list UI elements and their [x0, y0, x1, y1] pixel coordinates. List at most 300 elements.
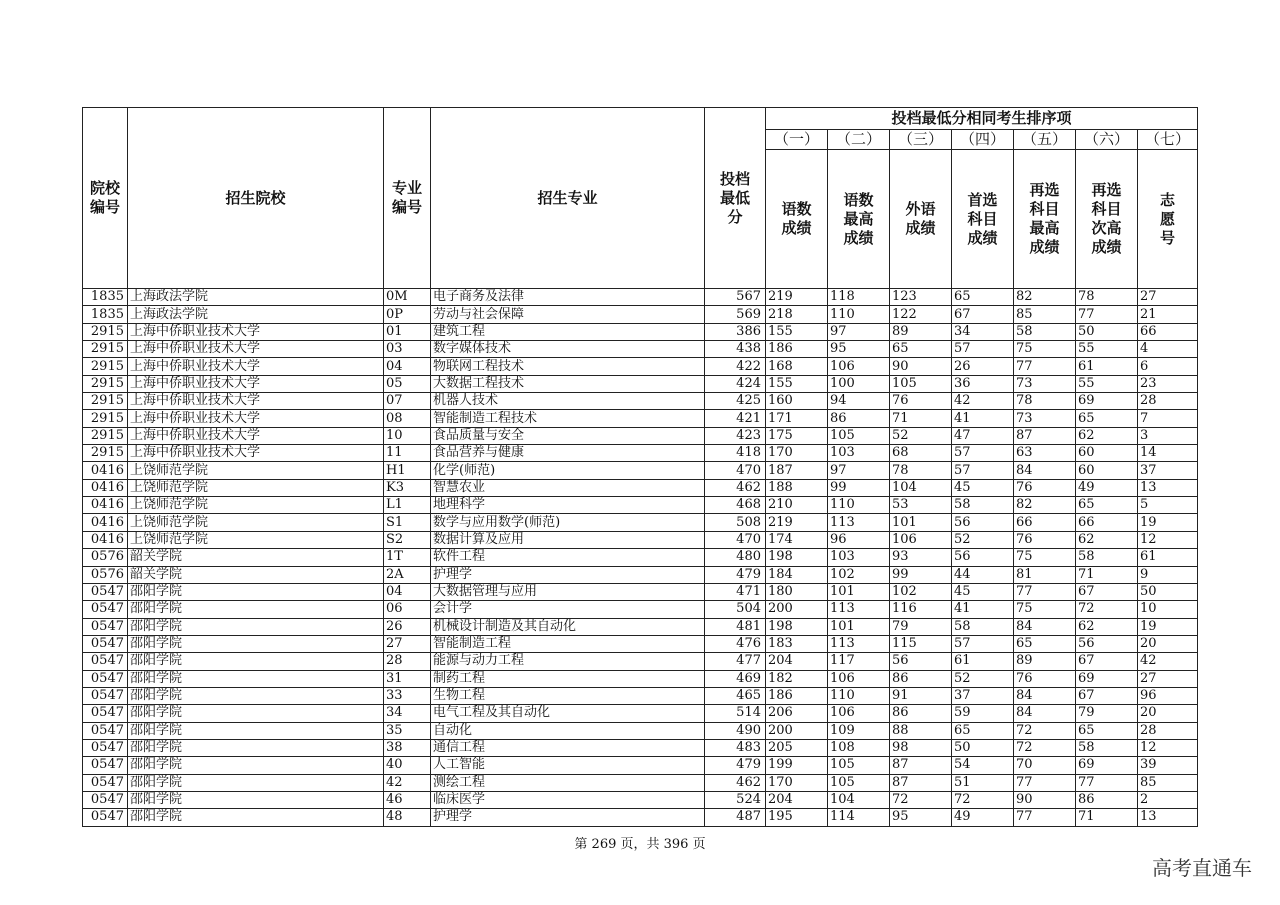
rank-3-cell: 102 [890, 583, 952, 600]
school-name-cell: 上海中侨职业技术大学 [128, 341, 384, 358]
rank-6-cell: 69 [1076, 393, 1138, 410]
major-code-cell: 40 [384, 757, 431, 774]
school-code-cell: 0547 [83, 809, 128, 826]
major-name-cell: 临床医学 [431, 791, 705, 808]
rank-7-cell: 19 [1138, 618, 1198, 635]
rank-1-cell: 170 [766, 774, 828, 791]
table-row [83, 375, 1198, 392]
school-code-cell: 0547 [83, 722, 128, 739]
major-name-cell: 软件工程 [431, 549, 705, 566]
rank-3-cell: 68 [890, 445, 952, 462]
min-score-cell: 421 [705, 410, 766, 427]
school-name-cell: 上海政法学院 [128, 289, 384, 306]
rank-2-cell: 110 [828, 306, 890, 323]
rank-1-cell: 186 [766, 341, 828, 358]
rank-6-cell: 77 [1076, 774, 1138, 791]
rank-3-cell: 86 [890, 705, 952, 722]
rank-4-cell: 56 [952, 514, 1014, 531]
school-code-cell: 0547 [83, 774, 128, 791]
school-code-cell: 0547 [83, 739, 128, 756]
rank-6-cell: 62 [1076, 618, 1138, 635]
rank-3-cell: 101 [890, 514, 952, 531]
rank-2-cell: 96 [828, 531, 890, 548]
rank-4-cell: 72 [952, 791, 1014, 808]
school-name-cell: 上海中侨职业技术大学 [128, 375, 384, 392]
rank-6-cell: 69 [1076, 670, 1138, 687]
header-rank-label [828, 150, 890, 289]
rank-7-cell: 5 [1138, 497, 1198, 514]
rank-1-cell: 160 [766, 393, 828, 410]
header-rank-no: （二） [828, 130, 890, 150]
rank-4-cell: 36 [952, 375, 1014, 392]
min-score-cell: 469 [705, 670, 766, 687]
rank-4-cell: 45 [952, 583, 1014, 600]
major-name-cell: 通信工程 [431, 739, 705, 756]
rank-1-cell: 182 [766, 670, 828, 687]
major-name-cell: 护理学 [431, 566, 705, 583]
rank-3-cell: 122 [890, 306, 952, 323]
rank-5-cell: 84 [1014, 462, 1076, 479]
school-name-cell: 邵阳学院 [128, 670, 384, 687]
header-rank-no: （五） [1014, 130, 1076, 150]
school-name-cell: 邵阳学院 [128, 739, 384, 756]
rank-4-cell: 52 [952, 670, 1014, 687]
table-row [83, 445, 1198, 462]
rank-7-cell: 21 [1138, 306, 1198, 323]
rank-4-cell: 52 [952, 531, 1014, 548]
school-name-cell: 邵阳学院 [128, 601, 384, 618]
rank-6-cell: 78 [1076, 289, 1138, 306]
school-code-cell: 2915 [83, 358, 128, 375]
school-name-cell: 邵阳学院 [128, 809, 384, 826]
major-code-cell: 10 [384, 427, 431, 444]
major-code-cell: 08 [384, 410, 431, 427]
min-score-cell: 462 [705, 774, 766, 791]
rank-5-cell: 72 [1014, 739, 1076, 756]
rank-3-cell: 71 [890, 410, 952, 427]
rank-4-cell: 61 [952, 653, 1014, 670]
table-row [83, 497, 1198, 514]
school-name-cell: 上海中侨职业技术大学 [128, 410, 384, 427]
rank-6-cell: 71 [1076, 809, 1138, 826]
major-code-cell: S2 [384, 531, 431, 548]
rank-7-cell: 13 [1138, 479, 1198, 496]
major-name-cell: 护理学 [431, 809, 705, 826]
major-code-cell: 26 [384, 618, 431, 635]
school-name-cell: 上海中侨职业技术大学 [128, 323, 384, 340]
rank-7-cell: 28 [1138, 393, 1198, 410]
header-rank-label-text: 再选科目次高成绩 [1091, 181, 1122, 256]
header-school-code: 院校编号 [83, 108, 128, 289]
rank-6-cell: 61 [1076, 358, 1138, 375]
table-row [83, 306, 1198, 323]
rank-1-cell: 168 [766, 358, 828, 375]
min-score-cell: 504 [705, 601, 766, 618]
rank-6-cell: 67 [1076, 583, 1138, 600]
school-code-cell: 0416 [83, 514, 128, 531]
rank-2-cell: 105 [828, 427, 890, 444]
rank-4-cell: 44 [952, 566, 1014, 583]
school-code-cell: 2915 [83, 410, 128, 427]
rank-7-cell: 50 [1138, 583, 1198, 600]
school-code-cell: 0547 [83, 687, 128, 704]
header-rank-no: （三） [890, 130, 952, 150]
rank-2-cell: 101 [828, 583, 890, 600]
school-code-cell: 0416 [83, 462, 128, 479]
min-score-cell: 508 [705, 514, 766, 531]
rank-7-cell: 3 [1138, 427, 1198, 444]
rank-2-cell: 97 [828, 323, 890, 340]
rank-3-cell: 98 [890, 739, 952, 756]
rank-5-cell: 84 [1014, 705, 1076, 722]
rank-6-cell: 66 [1076, 514, 1138, 531]
rank-6-cell: 56 [1076, 635, 1138, 652]
min-score-cell: 483 [705, 739, 766, 756]
table-row [83, 462, 1198, 479]
major-name-cell: 物联网工程技术 [431, 358, 705, 375]
school-name-cell: 韶关学院 [128, 549, 384, 566]
rank-7-cell: 28 [1138, 722, 1198, 739]
table-row [83, 739, 1198, 756]
rank-1-cell: 186 [766, 687, 828, 704]
rank-2-cell: 105 [828, 757, 890, 774]
major-code-cell: 01 [384, 323, 431, 340]
school-name-cell: 邵阳学院 [128, 791, 384, 808]
school-code-cell: 1835 [83, 306, 128, 323]
header-rank-label-text: 再选科目最高成绩 [1029, 181, 1060, 256]
school-name-cell: 上饶师范学院 [128, 497, 384, 514]
major-name-cell: 大数据管理与应用 [431, 583, 705, 600]
rank-7-cell: 85 [1138, 774, 1198, 791]
school-name-cell: 上饶师范学院 [128, 462, 384, 479]
rank-3-cell: 78 [890, 462, 952, 479]
major-code-cell: 11 [384, 445, 431, 462]
rank-1-cell: 155 [766, 323, 828, 340]
header-rank-label [1138, 150, 1198, 289]
table-row [83, 514, 1198, 531]
rank-1-cell: 199 [766, 757, 828, 774]
table-row [83, 791, 1198, 808]
rank-4-cell: 49 [952, 809, 1014, 826]
rank-5-cell: 70 [1014, 757, 1076, 774]
rank-1-cell: 155 [766, 375, 828, 392]
admission-score-table [82, 107, 1198, 827]
major-code-cell: 31 [384, 670, 431, 687]
major-name-cell: 劳动与社会保障 [431, 306, 705, 323]
rank-1-cell: 171 [766, 410, 828, 427]
header-major-name: 招生专业 [431, 108, 705, 289]
rank-4-cell: 58 [952, 618, 1014, 635]
table-row [83, 774, 1198, 791]
major-name-cell: 制药工程 [431, 670, 705, 687]
min-score-cell: 490 [705, 722, 766, 739]
rank-7-cell: 61 [1138, 549, 1198, 566]
rank-2-cell: 113 [828, 635, 890, 652]
major-code-cell: 04 [384, 358, 431, 375]
rank-2-cell: 99 [828, 479, 890, 496]
major-code-cell: 03 [384, 341, 431, 358]
rank-5-cell: 63 [1014, 445, 1076, 462]
table-row [83, 566, 1198, 583]
rank-1-cell: 175 [766, 427, 828, 444]
major-code-cell: 07 [384, 393, 431, 410]
major-name-cell: 机械设计制造及其自动化 [431, 618, 705, 635]
rank-5-cell: 72 [1014, 722, 1076, 739]
rank-5-cell: 84 [1014, 687, 1076, 704]
rank-4-cell: 51 [952, 774, 1014, 791]
school-name-cell: 邵阳学院 [128, 687, 384, 704]
header-rank-no: （六） [1076, 130, 1138, 150]
table-row [83, 705, 1198, 722]
school-name-cell: 邵阳学院 [128, 635, 384, 652]
major-code-cell: H1 [384, 462, 431, 479]
school-code-cell: 0547 [83, 618, 128, 635]
rank-6-cell: 86 [1076, 791, 1138, 808]
rank-7-cell: 12 [1138, 531, 1198, 548]
school-code-cell: 2915 [83, 375, 128, 392]
school-code-cell: 2915 [83, 445, 128, 462]
rank-3-cell: 115 [890, 635, 952, 652]
table-row [83, 722, 1198, 739]
rank-7-cell: 13 [1138, 809, 1198, 826]
rank-4-cell: 41 [952, 410, 1014, 427]
school-name-cell: 邵阳学院 [128, 618, 384, 635]
header-rank-label-text: 首选科目成绩 [967, 190, 998, 247]
rank-7-cell: 23 [1138, 375, 1198, 392]
rank-5-cell: 65 [1014, 635, 1076, 652]
rank-4-cell: 65 [952, 722, 1014, 739]
rank-4-cell: 26 [952, 358, 1014, 375]
rank-2-cell: 100 [828, 375, 890, 392]
min-score-cell: 423 [705, 427, 766, 444]
rank-5-cell: 81 [1014, 566, 1076, 583]
rank-4-cell: 34 [952, 323, 1014, 340]
min-score-cell: 465 [705, 687, 766, 704]
table-row [83, 618, 1198, 635]
rank-2-cell: 117 [828, 653, 890, 670]
rank-3-cell: 116 [890, 601, 952, 618]
rank-3-cell: 79 [890, 618, 952, 635]
school-code-cell: 2915 [83, 393, 128, 410]
header-rank-label-text: 语数最高成绩 [843, 190, 874, 247]
major-name-cell: 化学(师范) [431, 462, 705, 479]
rank-2-cell: 105 [828, 774, 890, 791]
school-name-cell: 上海中侨职业技术大学 [128, 427, 384, 444]
rank-6-cell: 69 [1076, 757, 1138, 774]
rank-2-cell: 114 [828, 809, 890, 826]
header-rank-label [890, 150, 952, 289]
rank-7-cell: 96 [1138, 687, 1198, 704]
major-code-cell: 46 [384, 791, 431, 808]
table-row [83, 427, 1198, 444]
major-name-cell: 数字媒体技术 [431, 341, 705, 358]
rank-1-cell: 187 [766, 462, 828, 479]
min-score-cell: 477 [705, 653, 766, 670]
min-score-cell: 487 [705, 809, 766, 826]
school-name-cell: 邵阳学院 [128, 583, 384, 600]
rank-7-cell: 39 [1138, 757, 1198, 774]
rank-6-cell: 71 [1076, 566, 1138, 583]
page-number: 第 269 页，共 396 页 [574, 837, 706, 852]
major-code-cell: 38 [384, 739, 431, 756]
school-name-cell: 邵阳学院 [128, 774, 384, 791]
rank-3-cell: 65 [890, 341, 952, 358]
rank-5-cell: 87 [1014, 427, 1076, 444]
rank-3-cell: 106 [890, 531, 952, 548]
rank-1-cell: 170 [766, 445, 828, 462]
rank-5-cell: 77 [1014, 774, 1076, 791]
rank-4-cell: 67 [952, 306, 1014, 323]
rank-2-cell: 86 [828, 410, 890, 427]
major-code-cell: 06 [384, 601, 431, 618]
rank-1-cell: 204 [766, 791, 828, 808]
major-name-cell: 数据计算及应用 [431, 531, 705, 548]
rank-4-cell: 57 [952, 462, 1014, 479]
major-name-cell: 生物工程 [431, 687, 705, 704]
table-row [83, 289, 1198, 306]
school-code-cell: 0547 [83, 670, 128, 687]
rank-4-cell: 45 [952, 479, 1014, 496]
rank-6-cell: 67 [1076, 653, 1138, 670]
rank-7-cell: 42 [1138, 653, 1198, 670]
major-code-cell: K3 [384, 479, 431, 496]
major-name-cell: 电气工程及其自动化 [431, 705, 705, 722]
min-score-cell: 524 [705, 791, 766, 808]
rank-5-cell: 73 [1014, 375, 1076, 392]
rank-4-cell: 56 [952, 549, 1014, 566]
header-ranking-group: 投档最低分相同考生排序项 [766, 108, 1198, 130]
major-code-cell: 28 [384, 653, 431, 670]
table-row [83, 635, 1198, 652]
rank-5-cell: 84 [1014, 618, 1076, 635]
rank-2-cell: 94 [828, 393, 890, 410]
school-name-cell: 上饶师范学院 [128, 479, 384, 496]
header-rank-no: （四） [952, 130, 1014, 150]
rank-4-cell: 57 [952, 635, 1014, 652]
rank-4-cell: 65 [952, 289, 1014, 306]
rank-2-cell: 101 [828, 618, 890, 635]
table-row [83, 323, 1198, 340]
rank-3-cell: 90 [890, 358, 952, 375]
rank-6-cell: 49 [1076, 479, 1138, 496]
table-row [83, 757, 1198, 774]
rank-2-cell: 97 [828, 462, 890, 479]
major-name-cell: 能源与动力工程 [431, 653, 705, 670]
rank-6-cell: 72 [1076, 601, 1138, 618]
rank-1-cell: 200 [766, 722, 828, 739]
header-rank-label-text: 志愿号 [1160, 190, 1176, 247]
rank-4-cell: 42 [952, 393, 1014, 410]
major-code-cell: L1 [384, 497, 431, 514]
table-row [83, 358, 1198, 375]
major-code-cell: 2A [384, 566, 431, 583]
rank-2-cell: 110 [828, 497, 890, 514]
major-name-cell: 建筑工程 [431, 323, 705, 340]
header-min-score: 投档最低分 [705, 108, 766, 289]
rank-5-cell: 66 [1014, 514, 1076, 531]
school-code-cell: 2915 [83, 427, 128, 444]
rank-3-cell: 105 [890, 375, 952, 392]
rank-3-cell: 52 [890, 427, 952, 444]
header-major-code: 专业编号 [384, 108, 431, 289]
rank-1-cell: 206 [766, 705, 828, 722]
major-name-cell: 自动化 [431, 722, 705, 739]
major-name-cell: 人工智能 [431, 757, 705, 774]
rank-4-cell: 57 [952, 341, 1014, 358]
rank-1-cell: 219 [766, 289, 828, 306]
rank-5-cell: 77 [1014, 358, 1076, 375]
min-score-cell: 424 [705, 375, 766, 392]
rank-7-cell: 9 [1138, 566, 1198, 583]
school-name-cell: 上饶师范学院 [128, 514, 384, 531]
min-score-cell: 514 [705, 705, 766, 722]
rank-5-cell: 82 [1014, 497, 1076, 514]
major-name-cell: 机器人技术 [431, 393, 705, 410]
rank-7-cell: 4 [1138, 341, 1198, 358]
major-name-cell: 食品营养与健康 [431, 445, 705, 462]
rank-5-cell: 76 [1014, 531, 1076, 548]
rank-3-cell: 93 [890, 549, 952, 566]
rank-2-cell: 113 [828, 601, 890, 618]
rank-3-cell: 104 [890, 479, 952, 496]
min-score-cell: 480 [705, 549, 766, 566]
rank-1-cell: 205 [766, 739, 828, 756]
table-row [83, 410, 1198, 427]
min-score-cell: 386 [705, 323, 766, 340]
rank-1-cell: 198 [766, 549, 828, 566]
rank-3-cell: 72 [890, 791, 952, 808]
major-code-cell: 05 [384, 375, 431, 392]
rank-3-cell: 53 [890, 497, 952, 514]
school-name-cell: 邵阳学院 [128, 705, 384, 722]
rank-6-cell: 65 [1076, 497, 1138, 514]
rank-6-cell: 50 [1076, 323, 1138, 340]
rank-6-cell: 79 [1076, 705, 1138, 722]
major-code-cell: 1T [384, 549, 431, 566]
rank-1-cell: 174 [766, 531, 828, 548]
table-row [83, 531, 1198, 548]
table-row [83, 341, 1198, 358]
min-score-cell: 479 [705, 757, 766, 774]
major-code-cell: 0P [384, 306, 431, 323]
major-name-cell: 地理科学 [431, 497, 705, 514]
school-code-cell: 0547 [83, 635, 128, 652]
rank-6-cell: 58 [1076, 549, 1138, 566]
rank-5-cell: 76 [1014, 479, 1076, 496]
rank-5-cell: 85 [1014, 306, 1076, 323]
major-code-cell: 35 [384, 722, 431, 739]
major-name-cell: 数学与应用数学(师范) [431, 514, 705, 531]
rank-2-cell: 95 [828, 341, 890, 358]
school-code-cell: 0547 [83, 601, 128, 618]
rank-2-cell: 106 [828, 705, 890, 722]
table-row [83, 601, 1198, 618]
school-code-cell: 1835 [83, 289, 128, 306]
rank-5-cell: 75 [1014, 549, 1076, 566]
school-name-cell: 上饶师范学院 [128, 531, 384, 548]
min-score-cell: 471 [705, 583, 766, 600]
table-row [83, 583, 1198, 600]
school-code-cell: 0547 [83, 705, 128, 722]
rank-5-cell: 75 [1014, 601, 1076, 618]
min-score-cell: 425 [705, 393, 766, 410]
major-code-cell: 0M [384, 289, 431, 306]
major-name-cell: 测绘工程 [431, 774, 705, 791]
major-name-cell: 食品质量与安全 [431, 427, 705, 444]
school-code-cell: 0576 [83, 566, 128, 583]
header-rank-no: （七） [1138, 130, 1198, 150]
major-name-cell: 智慧农业 [431, 479, 705, 496]
